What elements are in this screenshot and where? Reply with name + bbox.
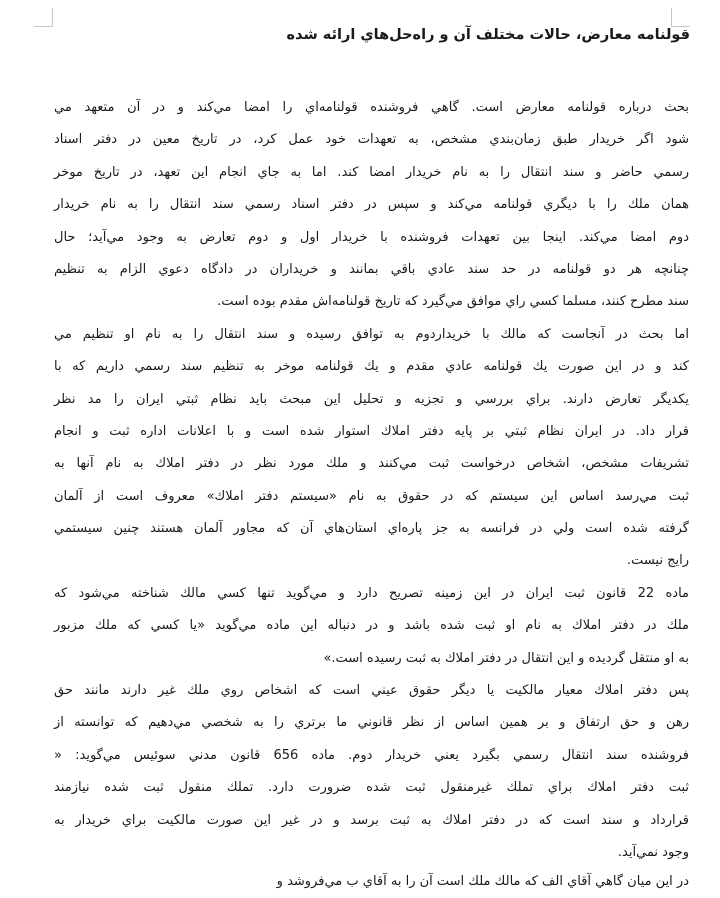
- paragraph-2: [54, 319, 689, 578]
- paragraph-4: [54, 675, 689, 869]
- paragraph-1: [54, 92, 689, 319]
- text-line: رسمي حاضر و سند انتقال را به نام خريدار امضا كند. اما به جاي انجام اين تعهد، در تاريخ موخر: [54, 164, 689, 180]
- text-line: اما بحث در آنجاست كه مالك با خريداردوم به توافق رسيده و سند انتقال را به نام او تنظيم مي: [54, 326, 689, 342]
- text-line: رهن و حق ارتفاق و بر همين اساس از نظر قانوني ما برتري را به شخصي مي‌دهيم كه توانسته از: [54, 715, 689, 731]
- text-line: قرار داد. در ايران نظام ثبتي بر پايه دفتر املاك استوار شده است و با اعلانات اداره ثبت و انجام: [54, 423, 689, 439]
- text-line: ملك در دفتر املاك به نام او ثبت شده باشد و در دنباله اين ماده مي‌گويد «يا كسي كه ملك مزبور: [54, 618, 689, 634]
- text-line: ماده 22 قانون ثبت ايران در اين زمينه تصريح دارد و مي‌گويد تنها كسي مالك شناخته مي‌شود كه: [54, 585, 689, 601]
- text-line: گرفته شده است ولي در فرانسه به جز پاره‌اي استان‌هاي آن كه مجاور آلمان هستند چنين سيستمي: [54, 521, 689, 537]
- text-line: يكديگر تعارض دارند. براي بررسي و تجزيه و تحليل اين مبحث بايد نظام ثبتي ايران را مد نظر: [54, 391, 689, 407]
- document-title: قولنامه معارض، حالات مختلف آن و راه‌حل‌هاي ارائه شده: [286, 27, 690, 43]
- cut-off-text-line: در اين ميان گاهي آقاي الف كه مالك ملك است آن را به آقاي ب مي‌فروشد و: [276, 874, 689, 889]
- text-line: ثبت مي‌رسد اساس اين سيستم كه در حقوق به نام «سيستم دفتر املاك» معروف است از آلمان: [54, 488, 689, 504]
- text-line: شود اگر خريدار طبق زمان‌بندي مشخص، به تعهدات خود عمل كرد، در تاريخ معين در دفتر اسناد: [54, 132, 689, 148]
- text-line: سند مطرح كنند، مسلما كسي راي موافق مي‌گيرد كه تاريخ قولنامه‌اش مقدم بوده است.: [217, 294, 689, 310]
- paragraph-3: [54, 578, 689, 675]
- text-line: رايج نيست.: [626, 553, 689, 569]
- text-line: وجود نمي‌آيد.: [617, 844, 689, 860]
- text-line: ثبت دفتر املاك براي تملك غيرمنقول ثبت شده ضرورت دارد. تملك منقول ثبت شده نيازمند: [54, 780, 689, 796]
- text-line: تشريفات مشخص، اشخاص درخواست ثبت مي‌كنند و ملك مورد نظر در دفتر املاك به نام آنها به: [54, 456, 689, 472]
- text-line: پس دفتر املاك معيار مالكيت يا ديگر حقوق عيني است كه اشخاص روي ملك غير دارند مانند حق: [54, 683, 689, 699]
- crop-mark-top-left: [34, 8, 53, 27]
- text-line: كند و در اين صورت يك قولنامه عادي مقدم و يك قولنامه موخر به تنظيم سند رسمي داريم كه با: [54, 359, 689, 375]
- text-line: بحث درباره قولنامه معارض است. گاهي فروشنده قولنامه‌اي را امضا مي‌كند و در آن متعهد مي: [54, 100, 689, 115]
- text-line: همان ملك را با ديگري قولنامه مي‌كند و سپس در دفتر اسناد رسمي سند انتقال را به نام خريدار: [54, 197, 689, 213]
- text-line: چنانچه هر دو قولنامه در حد سند عادي باقي بمانند و خريداران در دادگاه دعوي الزام به تنظيم: [54, 261, 689, 277]
- text-line: به او منتقل گرديده و اين انتقال در دفتر املاك به ثبت رسيده است.»: [323, 650, 689, 666]
- text-line: دوم امضا مي‌كند. اينجا بين تعهدات فروشنده با خريدار اول و دوم تعارض به وجود مي‌آيد؛ حال: [54, 229, 689, 245]
- text-line: فروشنده سند انتقال رسمي بگيرد يعني خريدار دوم. ماده 656 قانون مدني سوئيس مي‌گويد: «: [54, 747, 689, 763]
- document-body: [54, 92, 689, 869]
- text-line: قرارداد و سند است كه در دفتر املاك به ثبت برسد و در غير اين صورت مالكيت براي خريدار به: [54, 812, 689, 828]
